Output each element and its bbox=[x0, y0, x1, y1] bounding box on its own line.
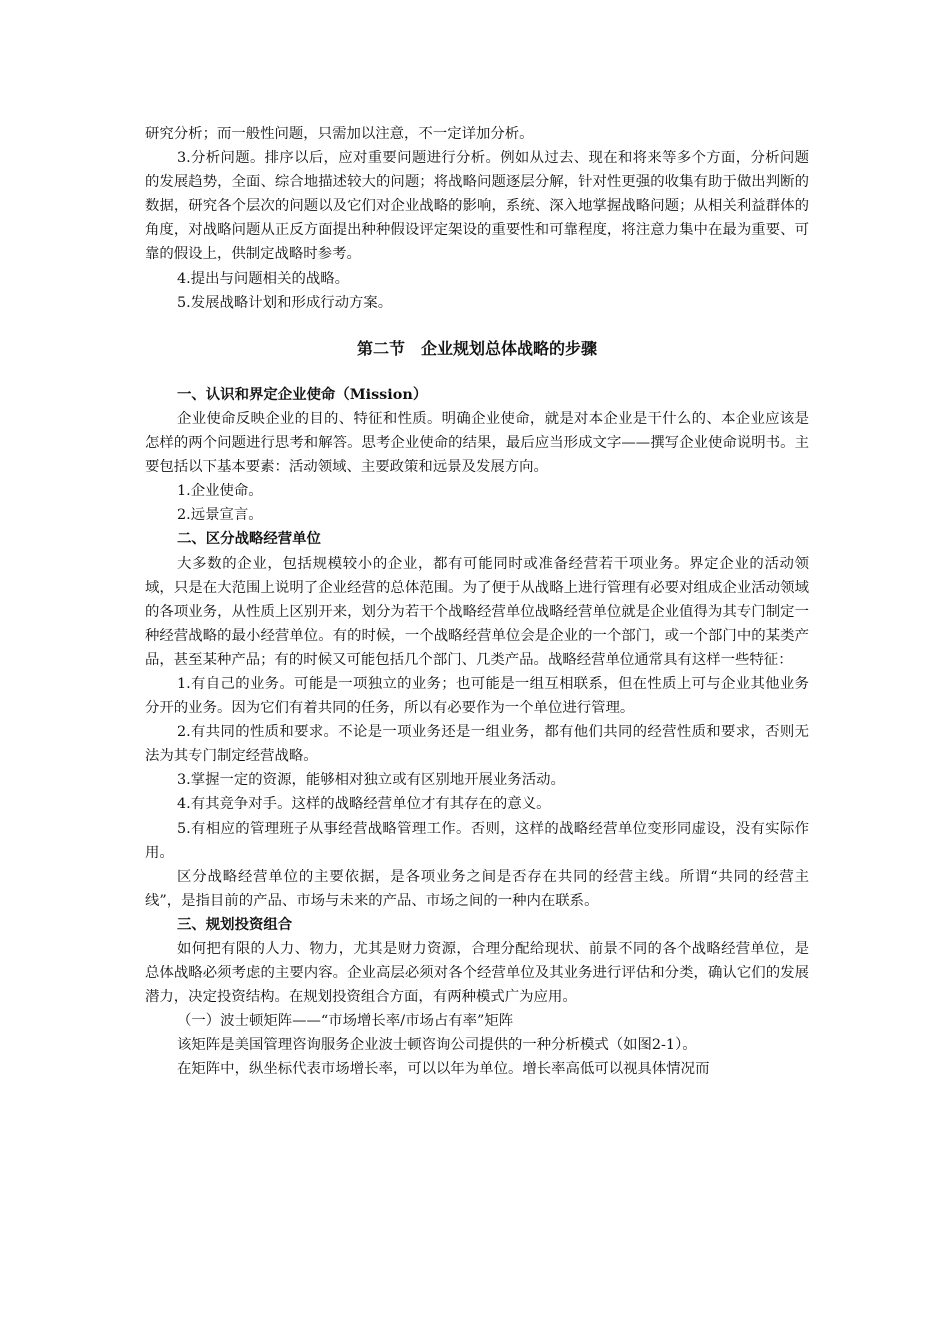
paragraph-business-units-closing: 区分战略经营单位的主要依据，是各项业务之间是否存在共同的经营主线。所谓“共同的经营主线”，是指目前的产品、市场与未来的产品、市场之间的一种内在联系。 bbox=[145, 868, 809, 909]
heading-mission: 一、认识和界定企业使命（Mission） bbox=[177, 385, 428, 403]
paragraph-analyze-problems: 3.分析问题。排序以后，应对重要问题进行分析。例如从过去、现在和将来等多个方面，分析问题的发展趋势，全面、综合地描述较大的问题；将战略问题逐层分解，针对性更强的收集有助于做出判断的数据，研究各个层次的问题以及它们对企业战略的影响，系统、深入地掌握战略问题；从相关利益群体的角度，对战略问题从正反方面提出种种假设评定架设的重要性和可靠程度，将注意力集中在最为重要、可靠的假设上，供制定战略时参考。 bbox=[145, 150, 809, 263]
list-item-unit-4: 4.有其竞争对手。这样的战略经营单位才有其存在的意义。 bbox=[177, 796, 551, 813]
paragraph-action-plan: 5.发展战略计划和形成行动方案。 bbox=[177, 294, 393, 311]
list-item-unit-2: 2.有共同的性质和要求。不论是一项业务还是一组业务，都有他们共同的经营性质和要求，否则无法为其专门制定经营战略。 bbox=[145, 724, 809, 765]
heading-portfolio: 三、规划投资组合 bbox=[177, 915, 293, 933]
paragraph-business-units-body: 大多数的企业，包括规模较小的企业，都有可能同时或准备经营若干项业务。界定企业的活动领域，只是在大范围上说明了企业经营的总体范围。为了便于从战略上进行管理有必要对组成企业活动领域的各项业务，从性质上区别开来，划分为若干个战略经营单位战略经营单位就是企业值得为其专门制定一种经营战略的最小经营单位。有的时候，一个战略经营单位会是企业的一个部门，或一个部门中的某类产品，甚至某种产品；有的时候又可能包括几个部门、几类产品。战略经营单位通常具有这样一些特征： bbox=[145, 555, 809, 668]
section-title: 第二节 企业规划总体战略的步骤 bbox=[356, 338, 597, 358]
list-item-mission-1: 1.企业使命。 bbox=[177, 483, 263, 500]
heading-business-units: 二、区分战略经营单位 bbox=[177, 530, 321, 548]
paragraph-propose-strategy: 4.提出与问题相关的战略。 bbox=[177, 270, 350, 287]
paragraph-bcg-axis: 在矩阵中，纵坐标代表市场增长率，可以以年为单位。增长率高低可以视具体情况而 bbox=[177, 1061, 710, 1078]
subheading-bcg-matrix: （一）波士顿矩阵——“市场增长率/市场占有率”矩阵 bbox=[177, 1013, 514, 1030]
paragraph-bcg-intro: 该矩阵是美国管理咨询服务企业波士顿咨询公司提供的一种分析模式（如图2-1）。 bbox=[177, 1037, 697, 1054]
list-item-unit-3: 3.掌握一定的资源，能够相对独立或有区别地开展业务活动。 bbox=[177, 772, 565, 789]
list-item-unit-5: 5.有相应的管理班子从事经营战略管理工作。否则，这样的战略经营单位变形同虚设，没有实际作用。 bbox=[145, 820, 809, 861]
list-item-mission-2: 2.远景宣言。 bbox=[177, 507, 263, 524]
document-page bbox=[145, 122, 809, 1082]
paragraph-portfolio-body: 如何把有限的人力、物力，尤其是财力资源，合理分配给现状、前景不同的各个战略经营单位，是总体战略必须考虑的主要内容。企业高层必须对各个经营单位及其业务进行评估和分类，确认它们的发展潜力，决定投资结构。在规划投资组合方面，有两种模式广为应用。 bbox=[145, 941, 809, 1006]
paragraph-mission-body: 企业使命反映企业的目的、特征和性质。明确企业使命，就是对本企业是干什么的、本企业应该是怎样的两个问题进行思考和解答。思考企业使命的结果，最后应当形成文字——撰写企业使命说明书。主要包括以下基本要素：活动领域、主要政策和远景及发展方向。 bbox=[145, 410, 809, 476]
paragraph-continuation: 研究分析；而一般性问题，只需加以注意，不一定详加分析。 bbox=[145, 126, 534, 142]
list-item-unit-1: 1.有自己的业务。可能是一项独立的业务；也可能是一组互相联系，但在性质上可与企业其他业务分开的业务。因为它们有着共同的任务，所以有必要作为一个单位进行管理。 bbox=[145, 675, 809, 717]
